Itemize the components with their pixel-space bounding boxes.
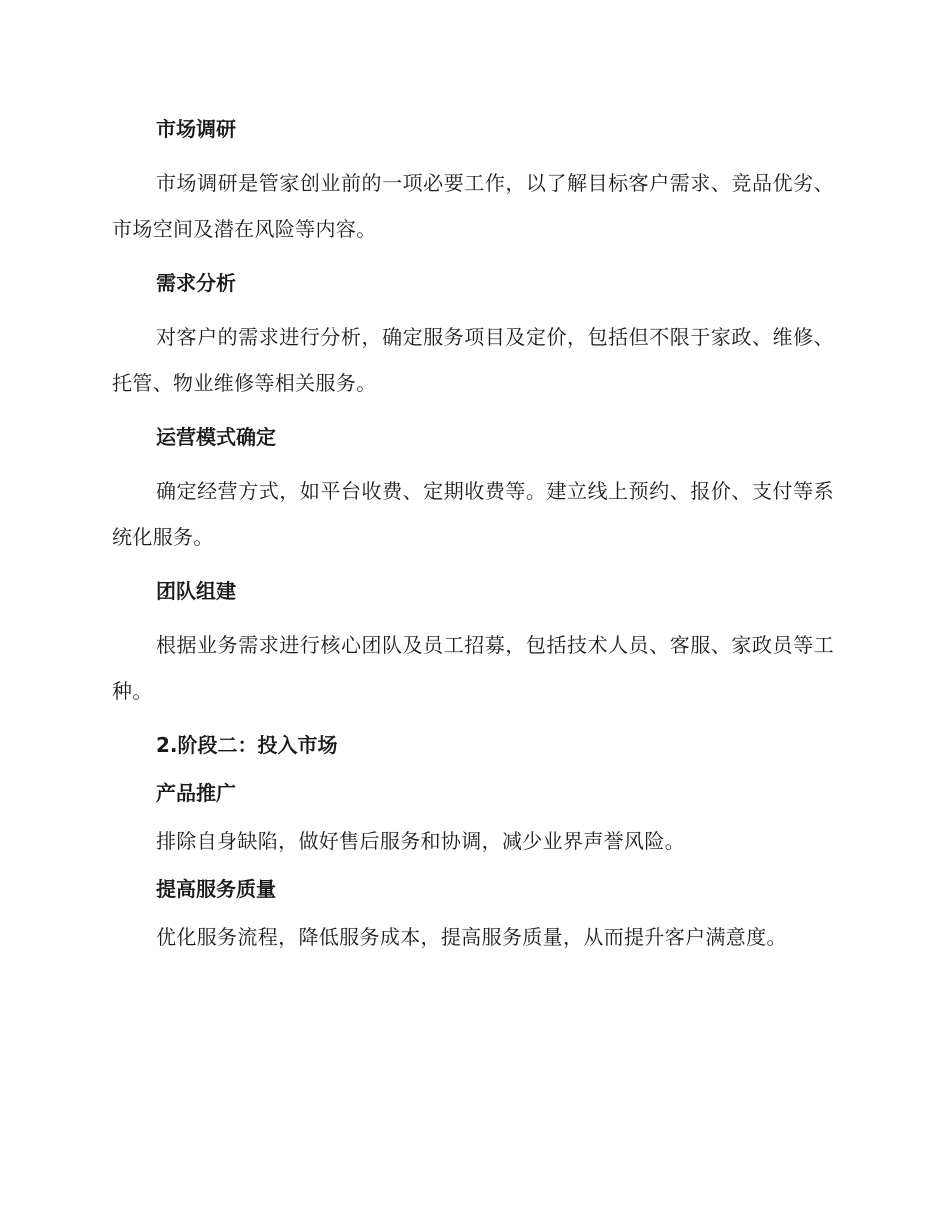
section-heading-market-research: 市场调研 [156,117,236,141]
section-body-team-building: 根据业务需求进行核心团队及员工招募，包括技术人员、客服、家政员等工种。 [112,633,834,703]
section-heading-team-building: 团队组建 [156,579,236,603]
section-body-product-promotion: 排除自身缺陷，做好售后服务和协调，减少业界声誉风险。 [156,829,686,853]
section-body-operating-model: 确定经营方式，如平台收费、定期收费等。建立线上预约、报价、支付等系统化服务。 [112,479,834,549]
document-body [112,112,834,968]
section-body-service-quality: 优化服务流程，降低服务成本，提高服务质量，从而提升客户满意度。 [156,925,787,949]
section-heading-product-promotion: 产品推广 [156,781,236,805]
section-heading-demand-analysis: 需求分析 [156,271,236,295]
section-body-market-research: 市场调研是管家创业前的一项必要工作，以了解目标客户需求、竞品优劣、市场空间及潜在风险等内容。 [112,171,834,241]
section-heading-service-quality: 提高服务质量 [156,877,276,901]
section-heading-operating-model: 运营模式确定 [156,425,276,449]
section-body-demand-analysis: 对客户的需求进行分析，确定服务项目及定价，包括但不限于家政、维修、托管、物业维修等相关服务。 [112,325,834,395]
stage-two-heading: 2.阶段二：投入市场 [156,733,338,757]
